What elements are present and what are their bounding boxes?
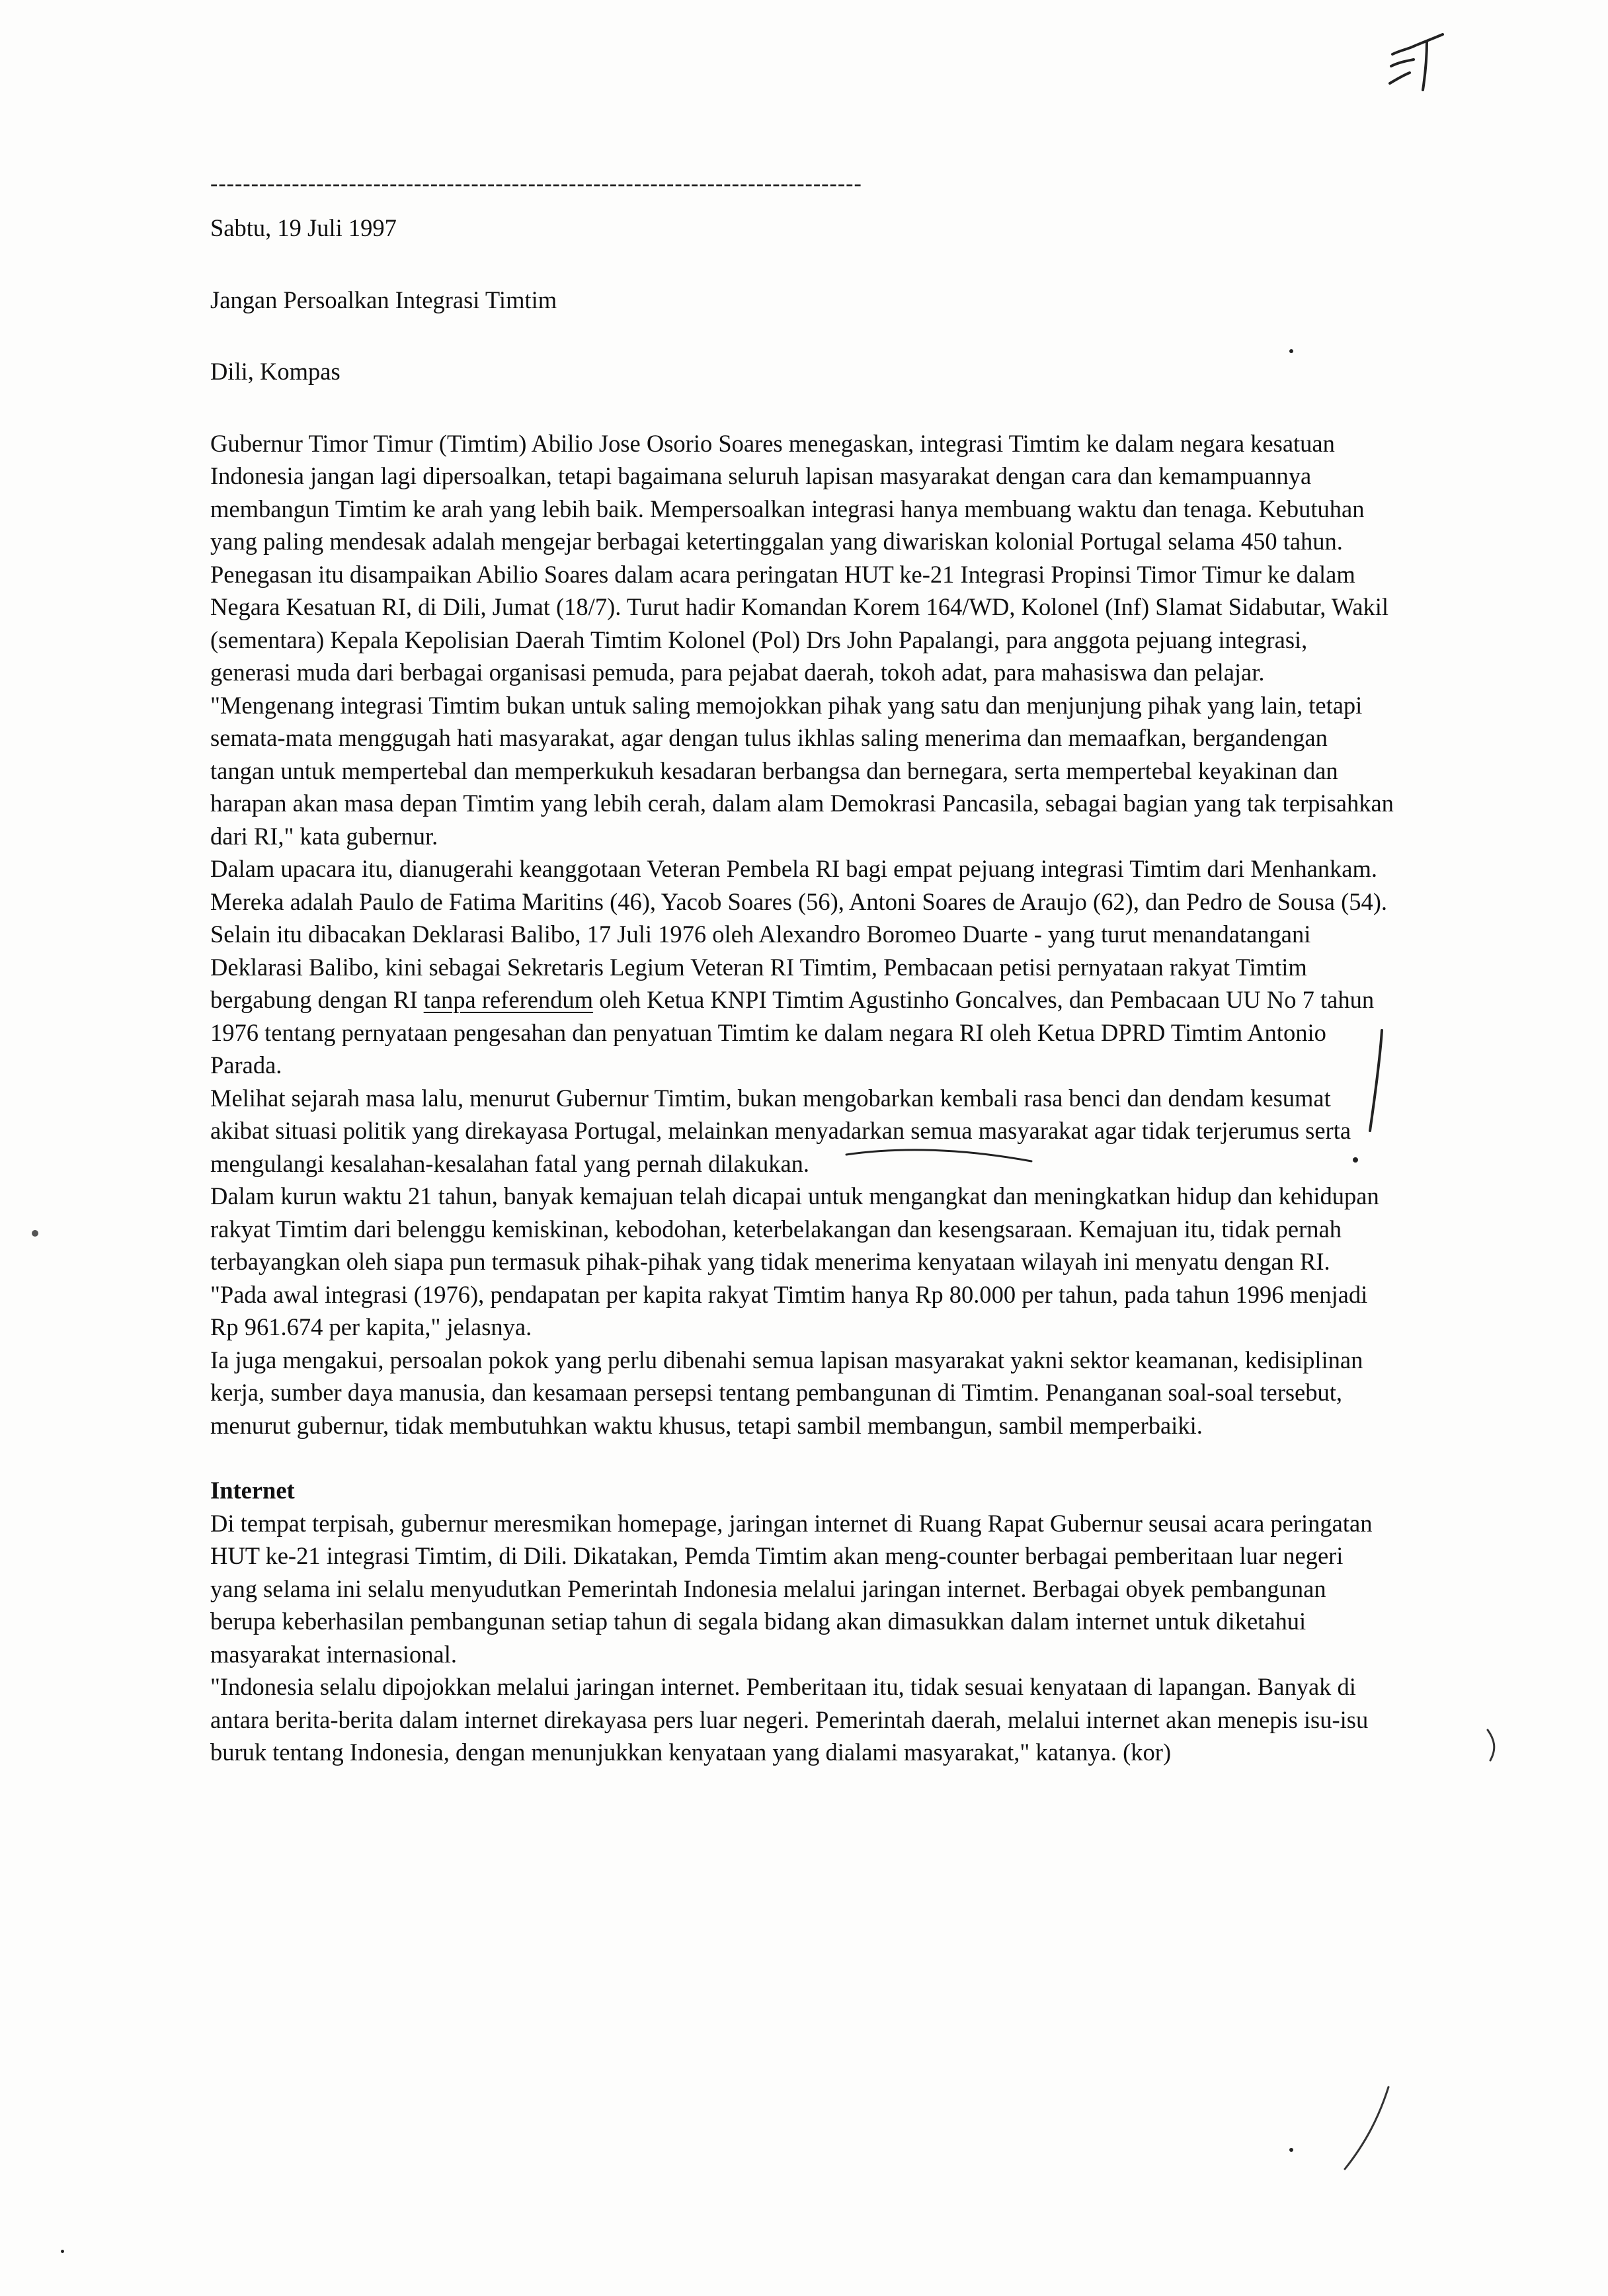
- article-title: Jangan Persoalkan Integrasi Timtim: [210, 286, 557, 313]
- paragraph: Melihat sejarah masa lalu, menurut Gubernur Timtim, bukan mengobarkan kembali rasa benci dan dendam kesumat akibat situasi politik yang direkayasa Portugal, melainkan menyadarkan semua masyarakat agar tidak terjerumus serta mengulangi kesalahan-kesalahan fatal yang pernah dilakukan.: [210, 1084, 1351, 1177]
- paragraph: Ia juga mengakui, persoalan pokok yang perlu dibenahi semua lapisan masyarakat yakni sektor keamanan, kedisiplinan kerja, sumber daya manusia, dan kesamaan persepsi tentang pembangunan di Timtim. Penanganan soal-soal tersebut, menurut gubernur, tidak membutuhkan waktu khusus, tetapi sambil membangun, sambil memperbaiki.: [210, 1346, 1363, 1439]
- separator-line: --------------------------------------------------------------------------------: [210, 171, 862, 196]
- section-heading-internet: Internet: [210, 1477, 295, 1504]
- paragraph: Dalam upacara itu, dianugerahi keanggotaan Veteran Pembela RI bagi empat pejuang integrasi Timtim dari Menhankam. Mereka adalah Paulo de Fatima Maritins (46), Yacob Soares (56), Antoni Soares de Araujo (62), dan Pedro de Sousa (54).: [210, 855, 1388, 915]
- paragraph: "Mengenang integrasi Timtim bukan untuk saling memojokkan pihak yang satu dan menjunjung pihak yang lain, tetapi semata-mata menggugah hati masyarakat, agar dengan tulus ikhlas saling menerima dan memaafkan, bergandengan tangan untuk mempertebal dan memperkukuh kesadaran berbangsa dan bernegara, serta mempertebal keyakinan dan harapan akan masa depan Timtim yang lebih cerah, dalam alam Demokrasi Pancasila, sebagai bagian yang tak terpisahkan dari RI," kata gubernur.: [210, 691, 1394, 850]
- paragraph: "Indonesia selalu dipojokkan melalui jaringan internet. Pemberitaan itu, tidak sesuai kenyataan di lapangan. Banyak di antara berita-berita dalam internet direkayasa pers luar negeri. Pemerintah daerah, melalui internet akan menepis isu-isu buruk tentang Indonesia, dengan menunjukkan kenyataan yang dialami masyarakat," katanya. (kor): [210, 1673, 1369, 1766]
- paragraph: Penegasan itu disampaikan Abilio Soares dalam acara peringatan HUT ke-21 Integrasi Propinsi Timor Timur ke dalam Negara Kesatuan RI, di Dili, Jumat (18/7). Turut hadir Komandan Korem 164/WD, Kolonel (Inf) Slamat Sidabutar, Wakil (sementara) Kepala Kepolisian Daerah Timtim Kolonel (Pol) Drs John Papalangi, para anggota pejuang integrasi, generasi muda dari berbagai organisasi pemuda, para pejabat daerah, tokoh adat, para mahasiswa dan pelajar.: [210, 560, 1389, 686]
- scan-speck: [1289, 2148, 1293, 2152]
- paragraph: Dalam kurun waktu 21 tahun, banyak kemajuan telah dicapai untuk mengangkat dan meningkatkan hidup dan kehidupan rakyat Timtim dari belenggu kemiskinan, kebodohan, keterbelakangan dan kesengsaraan. Kemajuan itu, tidak pernah terbayangkan oleh siapa pun termasuk pihak-pihak yang tidak menerima kenyataan wilayah ini menyatu dengan RI.: [210, 1182, 1379, 1275]
- article-date: Sabtu, 19 Juli 1997: [210, 214, 397, 241]
- paragraph: Gubernur Timor Timur (Timtim) Abilio Jose Osorio Soares menegaskan, integrasi Timtim ke dalam negara kesatuan Indonesia jangan lagi dipersoalkan, tetapi bagaimana seluruh lapisan masyarakat dengan cara dan kemampuannya membangun Timtim ke arah yang lebih baik. Mempersoalkan integrasi hanya membuang waktu dan tenaga. Kebutuhan yang paling mendesak adalah mengejar berbagai ketertinggalan yang diwariskan kolonial Portugal selama 450 tahun.: [210, 429, 1365, 555]
- scan-speck: [61, 2250, 64, 2253]
- paragraph: Di tempat terpisah, gubernur meresmikan homepage, jaringan internet di Ruang Rapat Gubernur seusai acara peringatan HUT ke-21 integrasi Timtim, di Dili. Dikatakan, Pemda Timtim akan meng-counter berbagai pemberitaan luar negeri yang selama ini selalu menyudutkan Pemerintah Indonesia melalui jaringan internet. Berbagai obyek pembangunan berupa keberhasilan pembangunan setiap tahun di segala bidang akan dimasukkan dalam internet untuk diketahui masyarakat internasional.: [210, 1509, 1373, 1668]
- paragraph-text: Selain itu dibacakan Deklarasi Balibo, 17 Juli 1976 oleh Alexandro Boromeo Duarte - yang turut menandatangani Deklarasi Balibo, kini sebagai Sekretaris Legium Veteran RI Timtim, Pembacaan petisi pernyataan rakyat Timtim bergabung dengan RI: [210, 921, 1311, 1013]
- article-body: [210, 171, 1394, 1769]
- margin-pen-stroke: [1481, 1726, 1508, 1766]
- paragraph-text: oleh Ketua KNPI Timtim Agustinho Goncalves, dan Pembacaan UU No 7 tahun 1976 tentang pernyataan pengesahan dan penyatuan Timtim ke dalam negara RI oleh Ketua DPRD Timtim Antonio Parada.: [210, 986, 1375, 1079]
- paragraph-balibo: [210, 918, 1394, 1082]
- paragraph: "Pada awal integrasi (1976), pendapatan per kapita rakyat Timtim hanya Rp 80.000 per tahun, pada tahun 1996 menjadi Rp 961.674 per kapita," jelasnya.: [210, 1280, 1368, 1340]
- article-dateline: Dili, Kompas: [210, 358, 341, 385]
- handwritten-initials-mark: [1374, 26, 1453, 106]
- underlined-phrase: tanpa referendum: [423, 986, 594, 1013]
- margin-pen-stroke: [1336, 2083, 1402, 2176]
- scan-speck: [32, 1230, 38, 1237]
